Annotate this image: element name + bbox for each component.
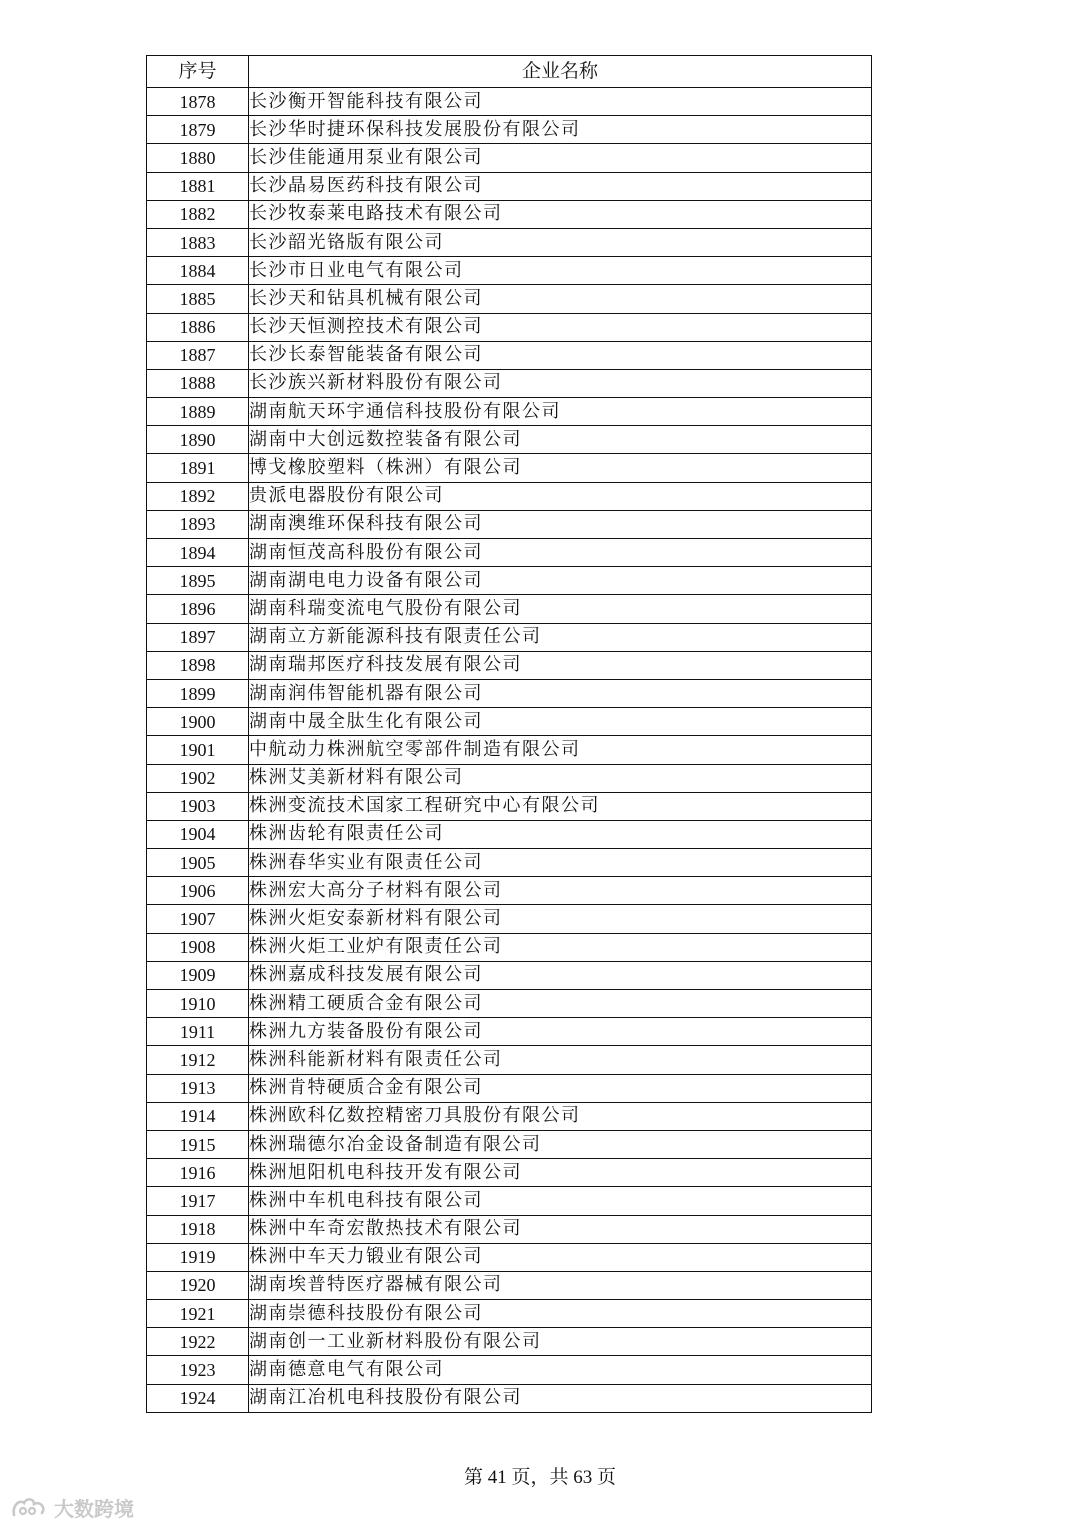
company-name-cell: 博戈橡胶塑料（株洲）有限公司: [249, 454, 872, 482]
table-header-row: [147, 56, 872, 88]
company-name-cell: 长沙晶易医药科技有限公司: [249, 172, 872, 200]
serial-number-cell: 1882: [147, 200, 249, 228]
table-row: [147, 482, 872, 510]
table-row: [147, 228, 872, 256]
company-name-cell: 湖南崇德科技股份有限公司: [249, 1300, 872, 1328]
company-name-cell: 湖南埃普特医疗器械有限公司: [249, 1271, 872, 1299]
company-name-cell: 株洲九方装备股份有限公司: [249, 1018, 872, 1046]
serial-number-cell: 1915: [147, 1130, 249, 1158]
serial-number-cell: 1894: [147, 539, 249, 567]
serial-number-cell: 1900: [147, 708, 249, 736]
table-row: [147, 933, 872, 961]
serial-number-cell: 1924: [147, 1384, 249, 1412]
serial-number-cell: 1923: [147, 1356, 249, 1384]
company-name-cell: 长沙韶光铬版有限公司: [249, 228, 872, 256]
table-row: [147, 1018, 872, 1046]
company-name-cell: 株洲欧科亿数控精密刀具股份有限公司: [249, 1102, 872, 1130]
company-name-cell: 长沙族兴新材料股份有限公司: [249, 369, 872, 397]
company-name-cell: 株洲旭阳机电科技开发有限公司: [249, 1159, 872, 1187]
serial-number-cell: 1883: [147, 228, 249, 256]
table-row: [147, 877, 872, 905]
table-row: [147, 454, 872, 482]
company-name-cell: 湖南德意电气有限公司: [249, 1356, 872, 1384]
serial-number-cell: 1921: [147, 1300, 249, 1328]
company-list-table: [146, 55, 872, 1413]
company-name-cell: 贵派电器股份有限公司: [249, 482, 872, 510]
serial-number-cell: 1885: [147, 285, 249, 313]
table-row: [147, 905, 872, 933]
table-row: [147, 398, 872, 426]
serial-number-cell: 1920: [147, 1271, 249, 1299]
serial-number-cell: 1898: [147, 651, 249, 679]
company-name-cell: 株洲宏大高分子材料有限公司: [249, 877, 872, 905]
company-name-cell: 湖南中大创远数控装备有限公司: [249, 426, 872, 454]
table-row: [147, 200, 872, 228]
serial-number-cell: 1893: [147, 510, 249, 538]
table-row: [147, 116, 872, 144]
table-row: [147, 792, 872, 820]
serial-number-cell: 1879: [147, 116, 249, 144]
serial-number-cell: 1895: [147, 567, 249, 595]
table-row: [147, 1102, 872, 1130]
serial-number-cell: 1901: [147, 736, 249, 764]
serial-number-cell: 1884: [147, 257, 249, 285]
serial-number-cell: 1911: [147, 1018, 249, 1046]
table-row: [147, 539, 872, 567]
serial-number-cell: 1908: [147, 933, 249, 961]
table-row: [147, 990, 872, 1018]
company-name-cell: 长沙华时捷环保科技发展股份有限公司: [249, 116, 872, 144]
serial-number-cell: 1904: [147, 820, 249, 848]
table-row: [147, 567, 872, 595]
company-name-cell: 长沙长泰智能装备有限公司: [249, 341, 872, 369]
company-name-cell: 株洲肯特硬质合金有限公司: [249, 1074, 872, 1102]
serial-number-cell: 1913: [147, 1074, 249, 1102]
logo-icon: [10, 1495, 50, 1521]
table-row: [147, 1074, 872, 1102]
header-serial-number: 序号: [147, 56, 249, 88]
table-row: [147, 313, 872, 341]
table-row: [147, 1271, 872, 1299]
table-row: [147, 144, 872, 172]
serial-number-cell: 1922: [147, 1328, 249, 1356]
company-name-cell: 株洲嘉成科技发展有限公司: [249, 961, 872, 989]
serial-number-cell: 1905: [147, 849, 249, 877]
table-row: [147, 341, 872, 369]
table-row: [147, 708, 872, 736]
table-row: [147, 1356, 872, 1384]
company-name-cell: 株洲火炬安泰新材料有限公司: [249, 905, 872, 933]
serial-number-cell: 1889: [147, 398, 249, 426]
company-name-cell: 株洲中车奇宏散热技术有限公司: [249, 1215, 872, 1243]
company-name-cell: 长沙衡开智能科技有限公司: [249, 88, 872, 116]
company-name-cell: 株洲变流技术国家工程研究中心有限公司: [249, 792, 872, 820]
serial-number-cell: 1899: [147, 679, 249, 707]
table-row: [147, 820, 872, 848]
serial-number-cell: 1903: [147, 792, 249, 820]
table-row: [147, 623, 872, 651]
serial-number-cell: 1916: [147, 1159, 249, 1187]
company-name-cell: 株洲火炬工业炉有限责任公司: [249, 933, 872, 961]
serial-number-cell: 1909: [147, 961, 249, 989]
table-row: [147, 369, 872, 397]
company-name-cell: 湖南润伟智能机器有限公司: [249, 679, 872, 707]
table-row: [147, 426, 872, 454]
serial-number-cell: 1907: [147, 905, 249, 933]
table-row: [147, 1384, 872, 1412]
company-name-cell: 湖南创一工业新材料股份有限公司: [249, 1328, 872, 1356]
table-row: [147, 1046, 872, 1074]
serial-number-cell: 1886: [147, 313, 249, 341]
company-name-cell: 湖南恒茂高科股份有限公司: [249, 539, 872, 567]
serial-number-cell: 1897: [147, 623, 249, 651]
table-row: [147, 1187, 872, 1215]
table-row: [147, 1328, 872, 1356]
company-name-cell: 湖南江冶机电科技股份有限公司: [249, 1384, 872, 1412]
table-row: [147, 736, 872, 764]
company-name-cell: 株洲齿轮有限责任公司: [249, 820, 872, 848]
table-row: [147, 1159, 872, 1187]
company-name-cell: 株洲春华实业有限责任公司: [249, 849, 872, 877]
table-row: [147, 88, 872, 116]
company-name-cell: 长沙市日业电气有限公司: [249, 257, 872, 285]
company-name-cell: 长沙佳能通用泵业有限公司: [249, 144, 872, 172]
table-row: [147, 595, 872, 623]
serial-number-cell: 1887: [147, 341, 249, 369]
company-name-cell: 株洲精工硬质合金有限公司: [249, 990, 872, 1018]
company-name-cell: 湖南科瑞变流电气股份有限公司: [249, 595, 872, 623]
serial-number-cell: 1881: [147, 172, 249, 200]
company-name-cell: 湖南立方新能源科技有限责任公司: [249, 623, 872, 651]
company-name-cell: 湖南中晟全肽生化有限公司: [249, 708, 872, 736]
serial-number-cell: 1880: [147, 144, 249, 172]
table-row: [147, 764, 872, 792]
table-row: [147, 651, 872, 679]
table-row: [147, 285, 872, 313]
page-number: 第 41 页，共 63 页: [463, 1467, 616, 1488]
company-name-cell: 株洲中车天力锻业有限公司: [249, 1243, 872, 1271]
serial-number-cell: 1910: [147, 990, 249, 1018]
table-row: [147, 961, 872, 989]
table-row: [147, 849, 872, 877]
company-name-cell: 长沙天恒测控技术有限公司: [249, 313, 872, 341]
header-company-name: 企业名称: [249, 56, 872, 88]
table-row: [147, 1215, 872, 1243]
table-row: [147, 510, 872, 538]
serial-number-cell: 1890: [147, 426, 249, 454]
table-row: [147, 257, 872, 285]
company-name-cell: 湖南瑞邦医疗科技发展有限公司: [249, 651, 872, 679]
company-name-cell: 株洲科能新材料有限责任公司: [249, 1046, 872, 1074]
serial-number-cell: 1896: [147, 595, 249, 623]
serial-number-cell: 1906: [147, 877, 249, 905]
table-row: [147, 1243, 872, 1271]
serial-number-cell: 1878: [147, 88, 249, 116]
serial-number-cell: 1914: [147, 1102, 249, 1130]
table-row: [147, 172, 872, 200]
table-row: [147, 1300, 872, 1328]
company-name-cell: 湖南湖电电力设备有限公司: [249, 567, 872, 595]
company-name-cell: 长沙牧泰莱电路技术有限公司: [249, 200, 872, 228]
table-row: [147, 679, 872, 707]
serial-number-cell: 1888: [147, 369, 249, 397]
serial-number-cell: 1892: [147, 482, 249, 510]
serial-number-cell: 1917: [147, 1187, 249, 1215]
table-body: [147, 88, 872, 1413]
watermark-text: 大数跨境: [54, 1497, 134, 1521]
serial-number-cell: 1919: [147, 1243, 249, 1271]
company-name-cell: 株洲中车机电科技有限公司: [249, 1187, 872, 1215]
company-name-cell: 长沙天和钻具机械有限公司: [249, 285, 872, 313]
serial-number-cell: 1918: [147, 1215, 249, 1243]
serial-number-cell: 1912: [147, 1046, 249, 1074]
serial-number-cell: 1891: [147, 454, 249, 482]
table-row: [147, 1130, 872, 1158]
company-name-cell: 湖南航天环宇通信科技股份有限公司: [249, 398, 872, 426]
company-name-cell: 中航动力株洲航空零部件制造有限公司: [249, 736, 872, 764]
company-name-cell: 株洲艾美新材料有限公司: [249, 764, 872, 792]
company-name-cell: 株洲瑞德尔冶金设备制造有限公司: [249, 1130, 872, 1158]
serial-number-cell: 1902: [147, 764, 249, 792]
watermark: [10, 1493, 134, 1522]
company-name-cell: 湖南澳维环保科技有限公司: [249, 510, 872, 538]
